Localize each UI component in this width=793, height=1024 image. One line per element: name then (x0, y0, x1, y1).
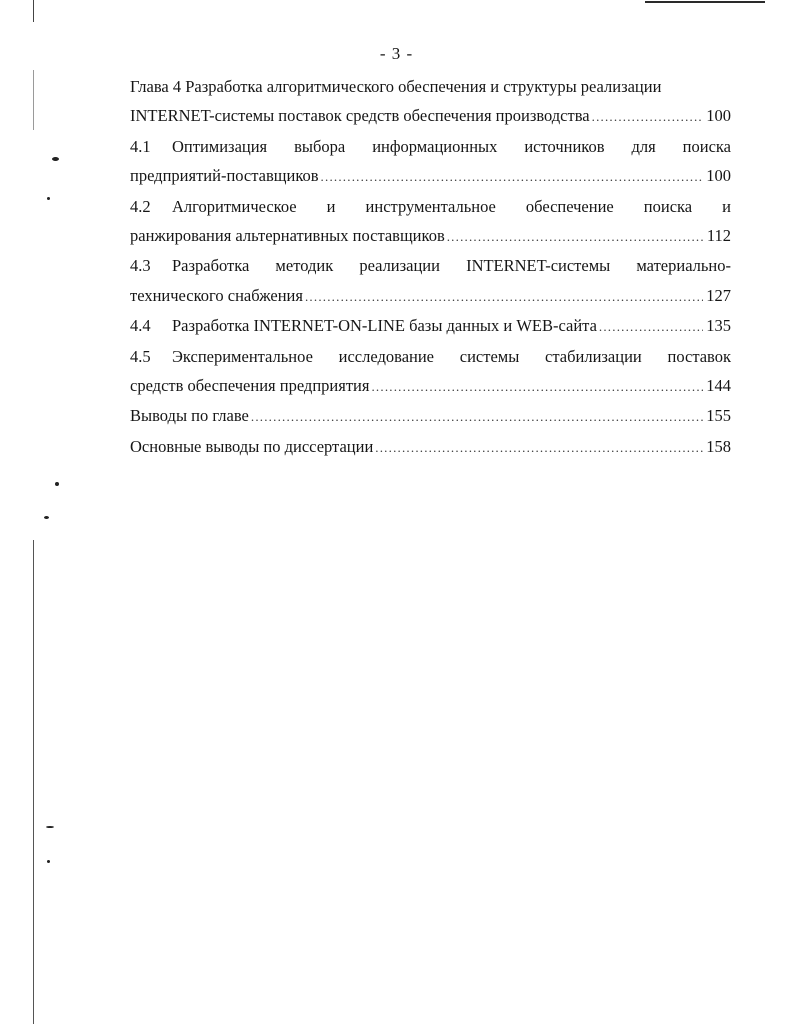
entry-title: Основные выводы по диссертации (130, 436, 374, 456)
section-title-text: Разработка INTERNET-ON-LINE базы данных и WEB-сайта (172, 316, 597, 336)
dot-leader (305, 282, 703, 311)
entry-title: Выводы по главе (130, 406, 249, 426)
scan-speck (47, 860, 50, 863)
section-number: 4.4 (130, 316, 151, 336)
section-title-cont: ранжирования альтернативных поставщиков (130, 226, 445, 246)
toc-section-4-3-line2 (130, 281, 731, 311)
dot-leader (375, 433, 703, 462)
section-title-cont: предприятий-поставщиков (130, 166, 319, 186)
scan-speck (46, 826, 54, 828)
section-page: 127 (706, 285, 731, 305)
dot-leader (592, 102, 704, 131)
section-title: Оптимизация выбора информационных источников для поиска (172, 136, 731, 156)
section-number: 4.5 (130, 346, 151, 366)
section-page: 100 (706, 166, 731, 186)
toc-section-4-1-line1 (130, 132, 731, 161)
toc-section-4-4 (130, 311, 731, 341)
page-number: - 3 - (379, 44, 414, 63)
section-number: 4.1 (130, 136, 151, 156)
dot-leader (371, 372, 703, 401)
toc-section-4-1-line2 (130, 161, 731, 191)
section-title: Экспериментальное исследование системы стабилизации поставок (172, 346, 731, 366)
dot-leader (447, 222, 704, 251)
toc-chapter-4-line1: Глава 4 Разработка алгоритмического обеспечения и структуры реализации (130, 77, 662, 96)
toc-conclusions-main (130, 432, 731, 462)
section-number: 4.2 (130, 196, 151, 216)
toc-section-4-5-line1 (130, 342, 731, 371)
toc-conclusions-chapter (130, 401, 731, 431)
scan-speck (55, 482, 59, 486)
section-title (130, 311, 597, 340)
toc-chapter-4-line2 (130, 101, 731, 131)
toc-section-4-5-line2 (130, 371, 731, 401)
toc-chapter-4-title-cont: INTERNET-системы поставок средств обеспечения производства (130, 106, 590, 126)
entry-page: 158 (706, 436, 731, 456)
section-title-cont: технического снабжения (130, 285, 303, 305)
dot-leader (321, 162, 704, 191)
toc-section-4-2-line1 (130, 192, 731, 221)
toc-section-4-2-line2 (130, 221, 731, 251)
toc-section-4-3-line1 (130, 251, 731, 280)
table-of-contents (130, 72, 731, 462)
scan-edge-mark (33, 0, 34, 1024)
section-page: 144 (706, 376, 731, 396)
scan-speck (47, 197, 50, 200)
entry-page: 155 (706, 406, 731, 426)
toc-chapter-4-page: 100 (706, 106, 731, 126)
scan-edge-mark (645, 1, 765, 3)
section-number: 4.3 (130, 256, 151, 276)
scan-speck (44, 516, 49, 519)
section-page: 112 (706, 226, 731, 246)
dot-leader (251, 402, 703, 431)
section-title-cont: средств обеспечения предприятия (130, 376, 370, 396)
section-page: 135 (706, 316, 731, 336)
section-title: Алгоритмическое и инструментальное обеспечение поиска и (172, 196, 731, 216)
dot-leader (599, 312, 703, 341)
scan-speck (52, 157, 59, 161)
section-title: Разработка методик реализации INTERNET-системы материально- (172, 256, 731, 276)
